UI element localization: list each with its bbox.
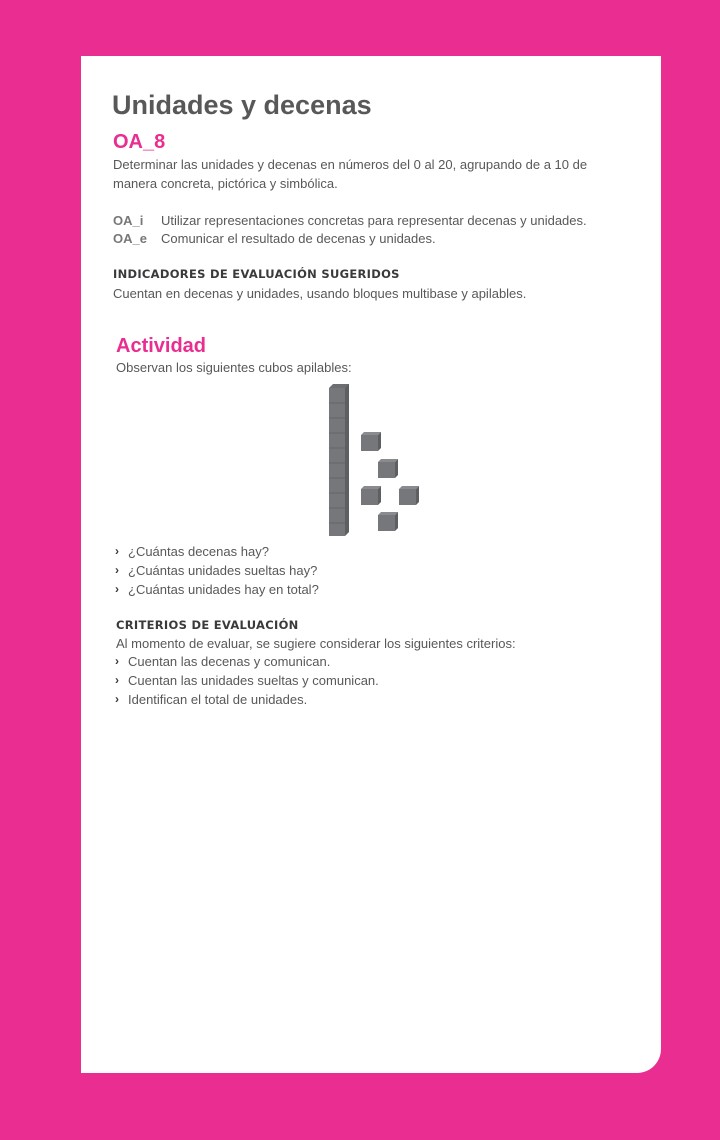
stacking-cubes-figure	[327, 384, 427, 539]
list-item	[115, 542, 319, 561]
chevron-right-icon: ›	[115, 582, 119, 596]
chevron-right-icon: ›	[115, 673, 119, 687]
indicators-text: Cuentan en decenas y unidades, usando bloques multibase y apilables.	[113, 286, 527, 301]
list-item	[115, 580, 319, 599]
unit-cube	[378, 459, 398, 478]
attitude-code: OA_i	[113, 213, 144, 228]
criterion-text: Identifican el total de unidades.	[128, 692, 308, 707]
unit-cube	[361, 432, 381, 451]
objective-description: Determinar las unidades y decenas en números del 0 al 20, agrupando de a 10 de manera concreta, pictórica y simbólica.	[113, 157, 588, 191]
activity-intro: Observan los siguientes cubos apilables:	[116, 360, 352, 375]
objective-code: OA_8	[113, 131, 166, 153]
chevron-right-icon: ›	[115, 692, 119, 706]
attitude-text: Utilizar representaciones concretas para representar decenas y unidades.	[161, 213, 587, 228]
chevron-right-icon: ›	[115, 563, 119, 577]
list-item	[115, 652, 379, 671]
question-text: ¿Cuántas decenas hay?	[128, 544, 269, 559]
chevron-right-icon: ›	[115, 544, 119, 558]
list-item	[115, 671, 379, 690]
criteria-list	[115, 652, 379, 709]
attitude-text: Comunicar el resultado de decenas y unidades.	[161, 231, 436, 246]
question-text: ¿Cuántas unidades hay en total?	[128, 582, 319, 597]
chevron-right-icon: ›	[115, 654, 119, 668]
attitude-code: OA_e	[113, 231, 147, 246]
criterion-text: Cuentan las decenas y comunican.	[128, 654, 331, 669]
criteria-intro: Al momento de evaluar, se sugiere considerar los siguientes criterios:	[116, 636, 516, 651]
indicators-heading: INDICADORES DE EVALUACIÓN SUGERIDOS	[113, 267, 400, 281]
document-card	[81, 56, 661, 1073]
attitude-row	[113, 229, 436, 248]
list-item	[115, 561, 319, 580]
criterion-text: Cuentan las unidades sueltas y comunican.	[128, 673, 379, 688]
unit-cube	[378, 512, 398, 531]
ten-cube-bar	[329, 384, 349, 536]
unit-cube	[399, 486, 419, 505]
attitude-row	[113, 211, 587, 230]
activity-questions	[115, 542, 319, 599]
unit-cube	[361, 486, 381, 505]
page-title: Unidades y decenas	[112, 90, 372, 120]
criteria-heading: CRITERIOS DE EVALUACIÓN	[116, 618, 299, 632]
list-item	[115, 690, 379, 709]
question-text: ¿Cuántas unidades sueltas hay?	[128, 563, 318, 578]
activity-heading: Actividad	[116, 335, 207, 357]
